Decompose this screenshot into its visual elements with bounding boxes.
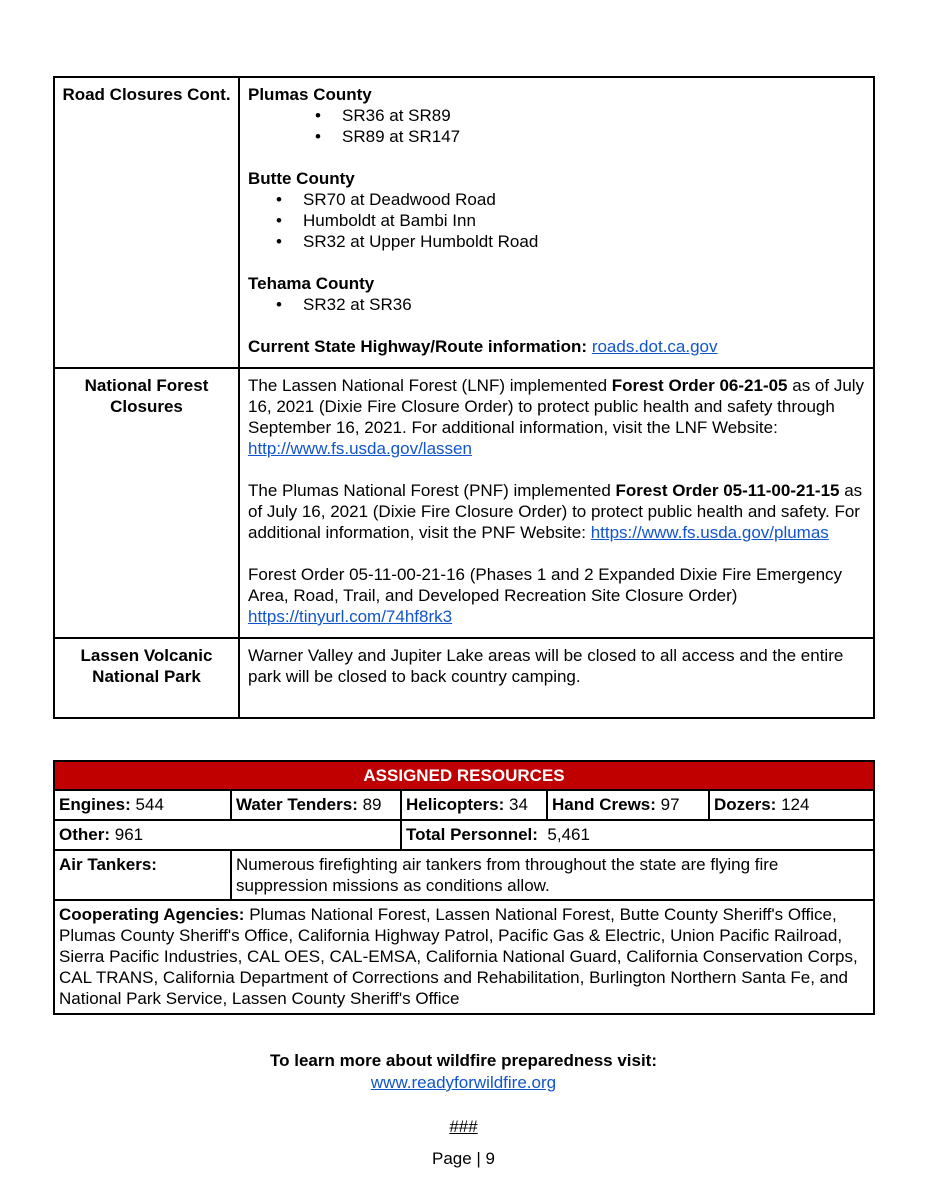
county-heading: Tehama County [248, 274, 375, 293]
other-cell: Other: 961 [55, 821, 402, 849]
resources-counts-row [55, 791, 873, 821]
lnf-paragraph: The Lassen National Forest (LNF) implemented Forest Order 06-21-05 as of July 16, 2021 (Dixie Fire Closure Order) to protect public health and safety through September 16, 2021. For additional information, visit the LNF Website: http://www.fs.usda.gov/lassen [248, 376, 865, 458]
lnf-link[interactable]: http://www.fs.usda.gov/lassen [248, 439, 472, 458]
highway-info-label: Current State Highway/Route information: [248, 337, 588, 356]
order16-link[interactable]: https://tinyurl.com/74hf8rk3 [248, 607, 453, 626]
air-tankers-label: Air Tankers: [55, 851, 232, 899]
route-item: • SR36 at SR89 [342, 105, 865, 126]
assigned-resources-table [53, 760, 875, 1015]
pnf-order: Forest Order 05-11-00-21-15 [615, 481, 840, 500]
closures-table [53, 76, 875, 719]
route-item: • SR32 at Upper Humboldt Road [303, 231, 865, 252]
engines-value: 544 [135, 795, 164, 814]
air-tankers-text: Numerous firefighting air tankers from throughout the state are flying fire suppression missions as conditions allow. [236, 855, 779, 895]
forest-closures-label: National Forest Closures [54, 368, 239, 638]
learn-more-text: To learn more about wildfire preparedness visit: [270, 1051, 657, 1070]
pnf-paragraph: The Plumas National Forest (PNF) implemented Forest Order 05-11-00-21-15 as of July 16, 2021 (Dixie Fire Closure Order) to protect public health and safety. For additional information, visit the PNF Website: https://www.fs.usda.gov/plumas [248, 481, 863, 542]
cooperating-agencies-cell [55, 901, 873, 1013]
route-item: • SR70 at Deadwood Road [303, 189, 865, 210]
route-list [248, 294, 865, 315]
county-heading: Butte County [248, 169, 355, 188]
lassen-volcanic-row [54, 638, 874, 718]
route-item: • SR32 at SR36 [303, 294, 865, 315]
route-item: • Humboldt at Bambi Inn [303, 210, 865, 231]
route-item: • SR89 at SR147 [342, 126, 865, 147]
other-value: 961 [114, 825, 144, 844]
county-heading: Plumas County [248, 85, 372, 104]
air-tankers-row [55, 851, 873, 901]
helicopters-value: 34 [508, 795, 528, 814]
total-personnel-cell: Total Personnel: 5,461 [406, 825, 590, 844]
water-tenders-value: 89 [362, 795, 382, 814]
road-closures-row [54, 77, 874, 368]
end-mark: ### [449, 1117, 478, 1136]
lassen-volcanic-content: Warner Valley and Jupiter Lake areas will be closed to all access and the entire park will be closed to back country camping. [239, 638, 874, 718]
dozers-value: 124 [781, 795, 810, 814]
cooperating-agencies-row [55, 901, 873, 1013]
water-tenders-cell: Water Tenders: 89 [232, 791, 402, 819]
hand-crews-value: 97 [660, 795, 680, 814]
road-closures-label: Road Closures Cont. [54, 77, 239, 368]
readyforwildfire-line [0, 1072, 927, 1093]
lassen-volcanic-label: Lassen Volcanic National Park [54, 638, 239, 718]
forest-closures-row [54, 368, 874, 638]
resources-totals-row [55, 821, 873, 851]
hand-crews-cell: Hand Crews: 97 [548, 791, 710, 819]
total-personnel-value: 5,461 [547, 825, 590, 844]
pnf-link[interactable]: https://www.fs.usda.gov/plumas [590, 523, 829, 542]
readyforwildfire-link[interactable]: www.readyforwildfire.org [370, 1073, 557, 1092]
engines-cell: Engines: 544 [55, 791, 232, 819]
route-list [248, 105, 865, 147]
route-list [248, 189, 865, 252]
dozers-cell: Dozers: 124 [714, 795, 810, 814]
page-number: Page | 9 [431, 1149, 496, 1168]
assigned-resources-header: ASSIGNED RESOURCES [55, 762, 873, 791]
helicopters-cell: Helicopters: 34 [402, 791, 548, 819]
road-closures-content [239, 77, 874, 368]
highway-info-link[interactable]: roads.dot.ca.gov [591, 337, 718, 356]
lnf-order: Forest Order 06-21-05 [611, 376, 788, 395]
cooperating-agencies-text: Plumas National Forest, Lassen National Forest, Butte County Sheriff's Office, Plumas County Sheriff's Office, California Highway Patrol, Pacific Gas & Electric, Union Pacific Railroad, Sierra Pacific Industries, CAL OES, CAL-EMSA, California National Guard, California Conservation Corps, CAL TRANS, California Department of Corrections and Rehabilitation, Burlington Northern Santa Fe, and National Park Service, Lassen County Sheriff's Office [59, 905, 858, 1008]
forest-closures-content [239, 368, 874, 638]
cooperating-agencies-label: Cooperating Agencies: [59, 905, 245, 924]
order16-paragraph: Forest Order 05-11-00-21-16 (Phases 1 and 2 Expanded Dixie Fire Emergency Area, Road, Trail, and Developed Recreation Site Closure Order) https://tinyurl.com/74hf8rk3 [248, 565, 843, 626]
highway-info-line [248, 336, 865, 357]
